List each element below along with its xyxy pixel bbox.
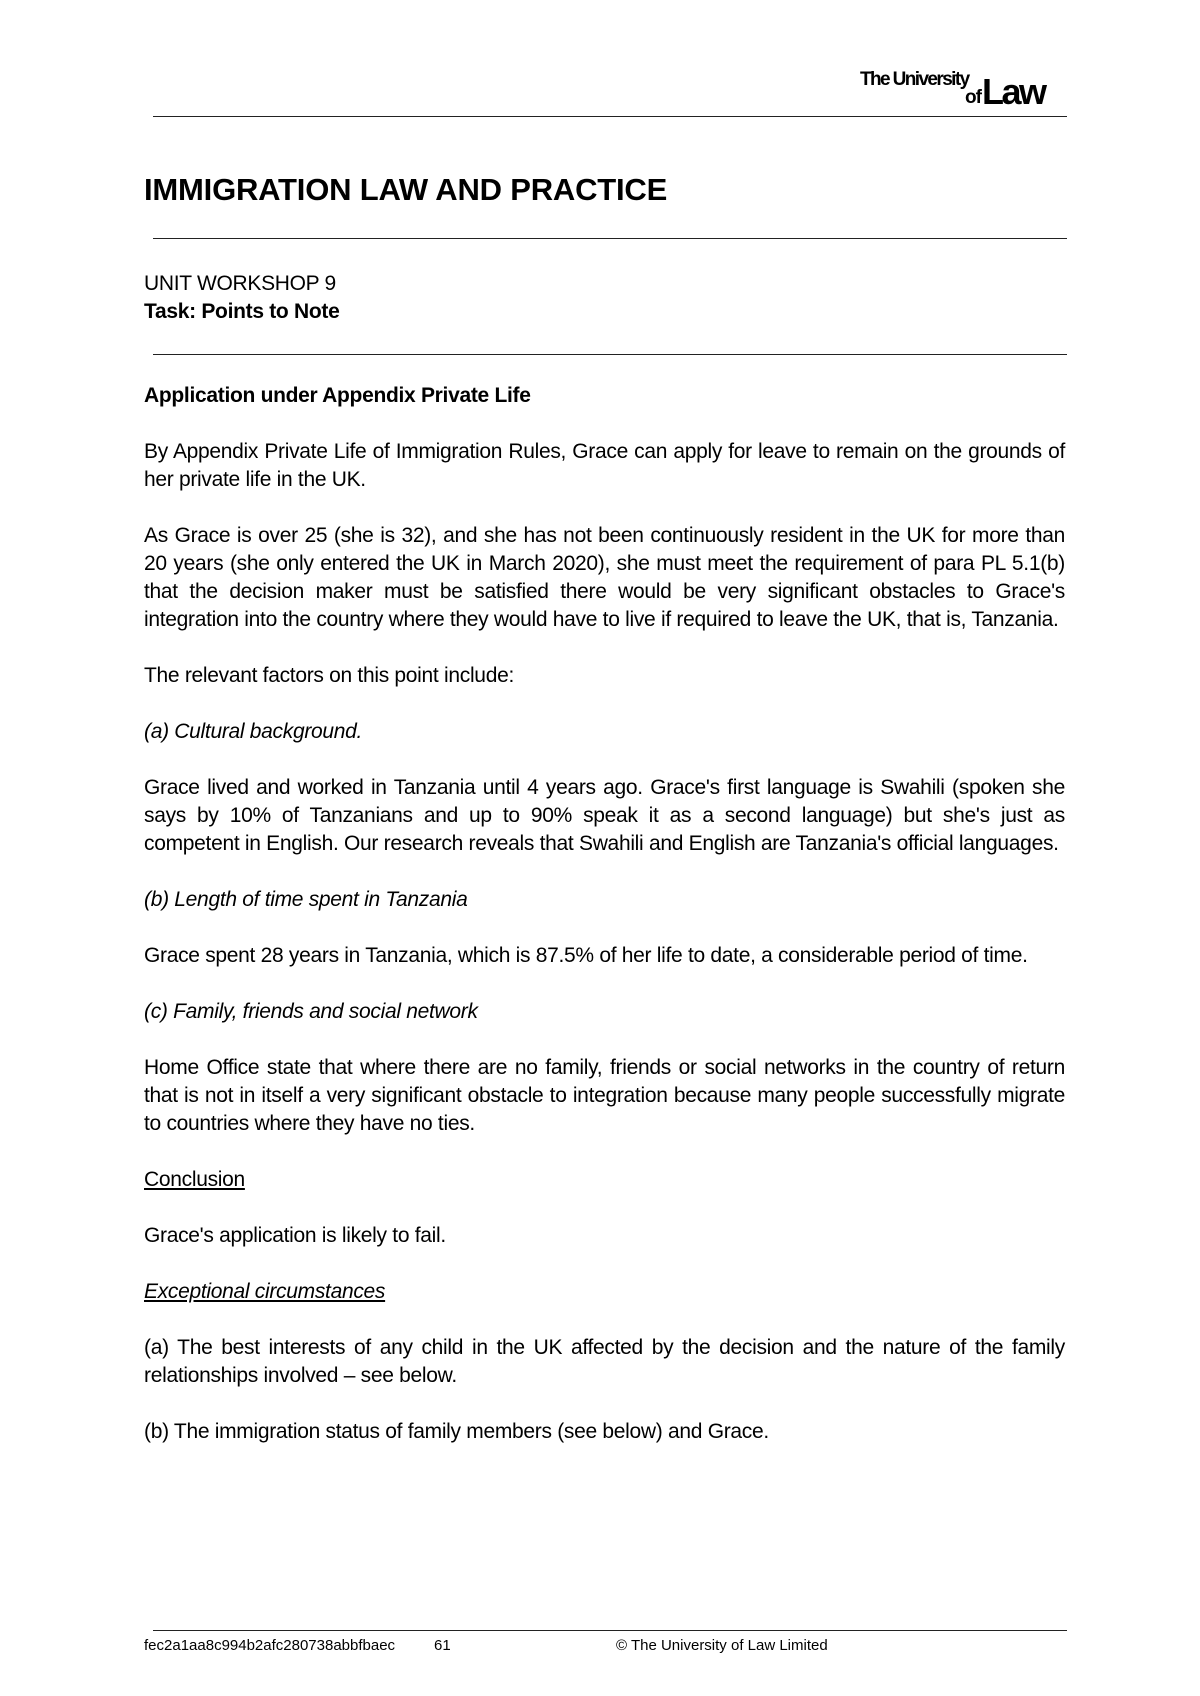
paragraph-6: Home Office state that where there are no family, friends or social networks in the country of return that is not in itself a very significant obstacle to integration because many people successfully migrate to countries where they have no ties.: [144, 1056, 1065, 1135]
factor-a-heading: (a) Cultural background.: [144, 720, 363, 743]
conclusion-heading: [144, 1166, 1065, 1194]
document-body: [144, 382, 1065, 1474]
university-of-law-logo: [860, 66, 1066, 114]
unit-label: UNIT WORKSHOP 9: [144, 272, 336, 295]
logo-of: of: [965, 87, 981, 108]
logo-law: Law: [982, 71, 1045, 112]
exceptional-heading-text: Exceptional circumstances: [144, 1280, 386, 1303]
unit-rule: [153, 354, 1067, 355]
factor-c-heading: (c) Family, friends and social network: [144, 1000, 478, 1023]
exceptional-a: (a) The best interests of any child in the UK affected by the decision and the nature of the family relationships involved – see below.: [144, 1336, 1065, 1387]
factor-b-heading: (b) Length of time spent in Tanzania: [144, 888, 468, 911]
logo-line-1: The University: [860, 69, 969, 90]
footer-page-number: 61: [434, 1637, 451, 1654]
footer-doc-id: fec2a1aa8c994b2afc280738abbfbaec: [144, 1637, 396, 1654]
paragraph-2: As Grace is over 25 (she is 32), and she has not been continuously resident in the UK for more than 20 years (she only entered the UK in March 2020), she must meet the requirement of para PL 5.1(b) that the decision maker must be satisfied there would be very significant obstacles to Grace's integration into the country where they would have to live if required to leave the UK, that is, Tanzania.: [144, 524, 1065, 631]
page-title: IMMIGRATION LAW AND PRACTICE: [144, 172, 668, 207]
footer-copyright: © The University of Law Limited: [616, 1637, 828, 1654]
paragraph-3: The relevant factors on this point include:: [144, 664, 514, 687]
footer-rule: [153, 1630, 1067, 1631]
section-heading: Application under Appendix Private Life: [144, 384, 531, 407]
paragraph-1: By Appendix Private Life of Immigration Rules, Grace can apply for leave to remain on the grounds of her private life in the UK.: [144, 440, 1065, 491]
exceptional-heading: [144, 1278, 1065, 1306]
conclusion-text: Grace's application is likely to fail.: [144, 1224, 446, 1247]
exceptional-b: (b) The immigration status of family members (see below) and Grace.: [144, 1420, 769, 1443]
paragraph-5: Grace spent 28 years in Tanzania, which is 87.5% of her life to date, a considerable period of time.: [144, 944, 1028, 967]
paragraph-4: Grace lived and worked in Tanzania until 4 years ago. Grace's first language is Swahili (spoken she says by 10% of Tanzanians and up to 90% speak it as a second language) but she's just as competent in English. Our research reveals that Swahili and English are Tanzania's official languages.: [144, 776, 1065, 855]
unit-block: [144, 270, 339, 326]
conclusion-heading-text: Conclusion: [144, 1168, 245, 1191]
task-label: Task: Points to Note: [144, 300, 340, 323]
header-rule: [153, 116, 1067, 117]
title-rule: [153, 238, 1067, 239]
